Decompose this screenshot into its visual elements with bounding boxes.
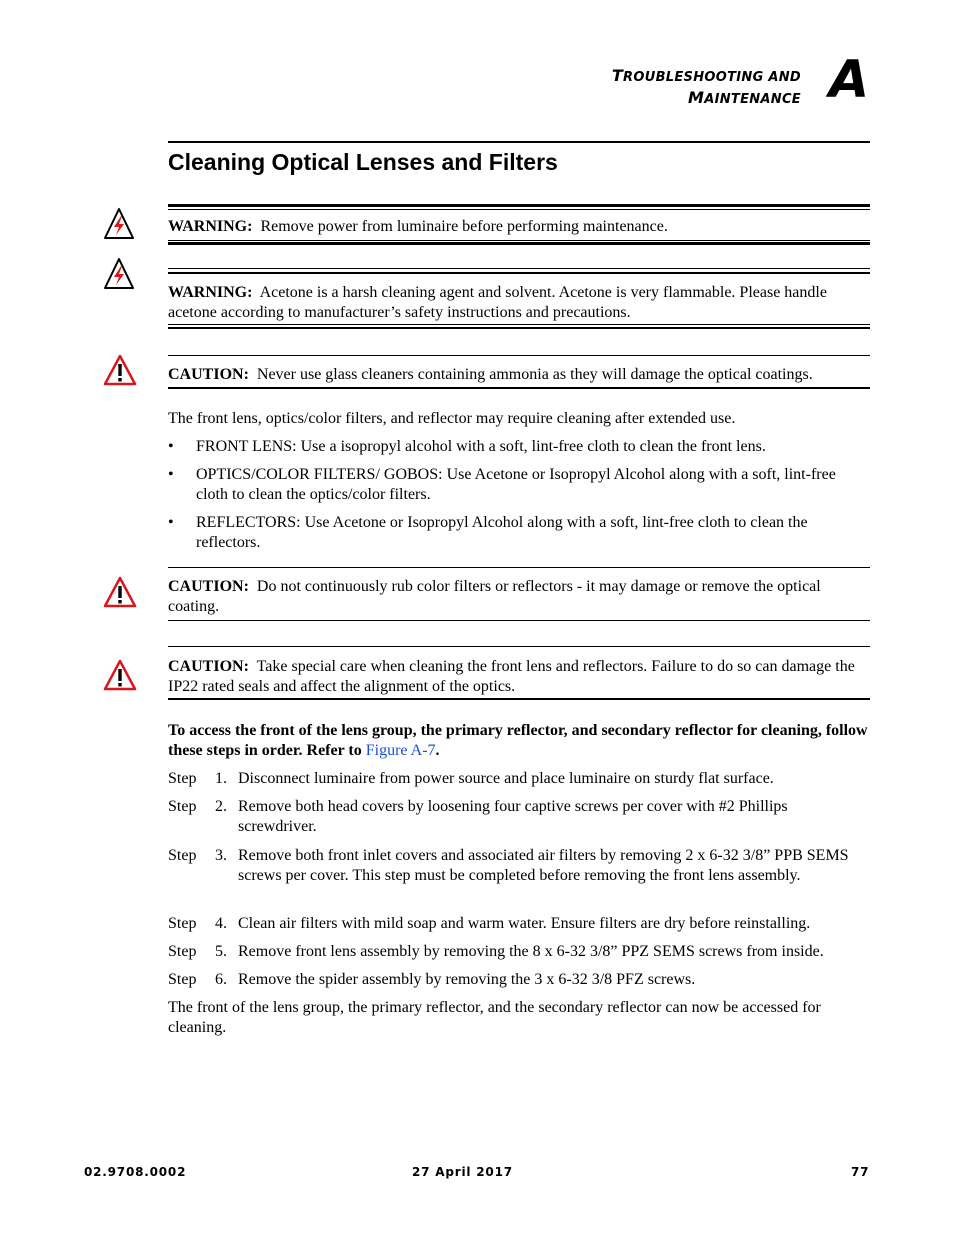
step-label: Step bbox=[168, 943, 197, 960]
step-text: Disconnect luminaire from power source and place luminaire on sturdy flat surface. bbox=[238, 770, 774, 787]
step-label: Step bbox=[168, 971, 197, 988]
bullet-text: FRONT LENS: Use a isopropyl alcohol with a soft, lint-free cloth to clean the front lens. bbox=[196, 438, 766, 455]
step-label: Step bbox=[168, 915, 197, 932]
title-rule bbox=[168, 141, 870, 143]
list-item bbox=[168, 465, 870, 505]
header-text-2: AINTENANCE bbox=[704, 92, 801, 107]
step-text: Remove front lens assembly by removing the 8 x 6-32 3/8” PPZ SEMS screws from inside. bbox=[238, 943, 824, 960]
step-item bbox=[168, 769, 870, 789]
publish-date: 27 April 2017 bbox=[412, 1165, 513, 1179]
caution-label: CAUTION: bbox=[168, 658, 249, 675]
header-initial-m: M bbox=[687, 88, 705, 107]
bullet-text: OPTICS/COLOR FILTERS/ GOBOS: Use Acetone or Isopropyl Alcohol along with a soft, lint-free cloth to clean the optics/color filters. bbox=[196, 466, 836, 503]
caution-text: Do not continuously rub color filters or reflectors - it may damage or remove the optical coating. bbox=[168, 578, 821, 615]
warning-text: Acetone is a harsh cleaning agent and solvent. Acetone is very flammable. Please handle acetone according to manufacturer’s safety instructions and precautions. bbox=[168, 284, 827, 321]
caution-text: Take special care when cleaning the front lens and reflectors. Failure to do so can damage the IP22 rated seals and affect the alignment of the optics. bbox=[168, 658, 855, 695]
warning-1-top-rule-thin bbox=[168, 209, 870, 210]
caution-icon bbox=[103, 575, 137, 615]
caution-label: CAUTION: bbox=[168, 366, 249, 383]
step-text: Clean air filters with mild soap and warm water. Ensure filters are dry before reinstalling. bbox=[238, 915, 811, 932]
step-item bbox=[168, 942, 870, 962]
doc-number: 02.9708.0002 bbox=[84, 1165, 187, 1179]
bullet-marker: • bbox=[168, 514, 174, 531]
caution-3-top-rule bbox=[168, 646, 870, 647]
caution-label: CAUTION: bbox=[168, 578, 249, 595]
list-item bbox=[168, 437, 870, 457]
step-number: 2. bbox=[215, 798, 227, 815]
warning-2-top-rule bbox=[168, 272, 870, 274]
step-text: Remove both head covers by loosening four captive screws per cover with #2 Phillips screwdriver. bbox=[238, 798, 788, 835]
step-text: Remove the spider assembly by removing the 3 x 6-32 3/8 PFZ screws. bbox=[238, 971, 696, 988]
caution-1-bottom-rule bbox=[168, 387, 870, 389]
step-item bbox=[168, 797, 870, 837]
procedure-end: . bbox=[435, 742, 440, 759]
step-number: 5. bbox=[215, 943, 227, 960]
step-number: 4. bbox=[215, 915, 227, 932]
bullet-text: REFLECTORS: Use Acetone or Isopropyl Alcohol along with a soft, lint-free cloth to clean the reflectors. bbox=[196, 514, 808, 551]
header-text-1: ROUBLESHOOTING AND bbox=[623, 70, 801, 85]
warning-2 bbox=[168, 283, 870, 323]
list-item bbox=[168, 513, 870, 553]
bullet-marker: • bbox=[168, 438, 174, 455]
header-initial-t: T bbox=[611, 66, 624, 85]
warning-1-top-rule bbox=[168, 204, 870, 207]
step-item bbox=[168, 846, 870, 886]
warning-1-bottom-rule bbox=[168, 242, 870, 245]
bullet-marker: • bbox=[168, 466, 174, 483]
step-label: Step bbox=[168, 798, 197, 815]
page-title: Cleaning Optical Lenses and Filters bbox=[168, 149, 558, 175]
warning-1-bottom-rule-thin bbox=[168, 240, 870, 241]
procedure-lead: To access the front of the lens group, the primary reflector, and secondary reflector for cleaning, follow these steps in order. Refer to bbox=[168, 722, 868, 759]
page-number: 77 bbox=[851, 1165, 870, 1179]
caution-2-top-rule bbox=[168, 567, 870, 568]
caution-text: Never use glass cleaners containing ammonia as they will damage the optical coatings. bbox=[256, 366, 813, 383]
step-number: 6. bbox=[215, 971, 227, 988]
caution-1 bbox=[168, 365, 870, 385]
warning-2-bottom-rule bbox=[168, 327, 870, 329]
intro-paragraph: The front lens, optics/color filters, and reflector may require cleaning after extended use. bbox=[168, 410, 736, 427]
caution-icon bbox=[103, 353, 137, 393]
step-label: Step bbox=[168, 770, 197, 787]
caution-3-bottom-rule bbox=[168, 698, 870, 700]
step-item bbox=[168, 914, 870, 934]
step-text: Remove both front inlet covers and associated air filters by removing 2 x 6-32 3/8” PPB SEMS screws per cover. This step must be completed before removing the front lens assembly. bbox=[238, 847, 849, 884]
caution-1-top-rule bbox=[168, 355, 870, 356]
step-label: Step bbox=[168, 847, 197, 864]
appendix-letter: A bbox=[829, 50, 870, 110]
warning-2-top-rule-thin bbox=[168, 268, 870, 269]
caution-icon bbox=[103, 658, 137, 698]
caution-3 bbox=[168, 657, 870, 697]
caution-2-bottom-rule bbox=[168, 620, 870, 621]
closing-paragraph: The front of the lens group, the primary reflector, and the secondary reflector can now be accessed for cleaning. bbox=[168, 999, 821, 1036]
step-number: 1. bbox=[215, 770, 227, 787]
warning-1 bbox=[168, 217, 870, 237]
figure-link[interactable]: Figure A-7 bbox=[365, 742, 436, 759]
step-number: 3. bbox=[215, 847, 227, 864]
electrical-hazard-icon bbox=[103, 257, 135, 297]
warning-text: Remove power from luminaire before performing maintenance. bbox=[260, 218, 668, 235]
warning-label: WARNING: bbox=[168, 284, 253, 301]
electrical-hazard-icon bbox=[103, 207, 135, 247]
step-item bbox=[168, 970, 870, 990]
caution-2 bbox=[168, 577, 870, 617]
warning-label: WARNING: bbox=[168, 218, 253, 235]
running-header bbox=[511, 66, 801, 110]
warning-2-bottom-rule-thin bbox=[168, 324, 870, 325]
procedure-intro bbox=[168, 721, 870, 761]
